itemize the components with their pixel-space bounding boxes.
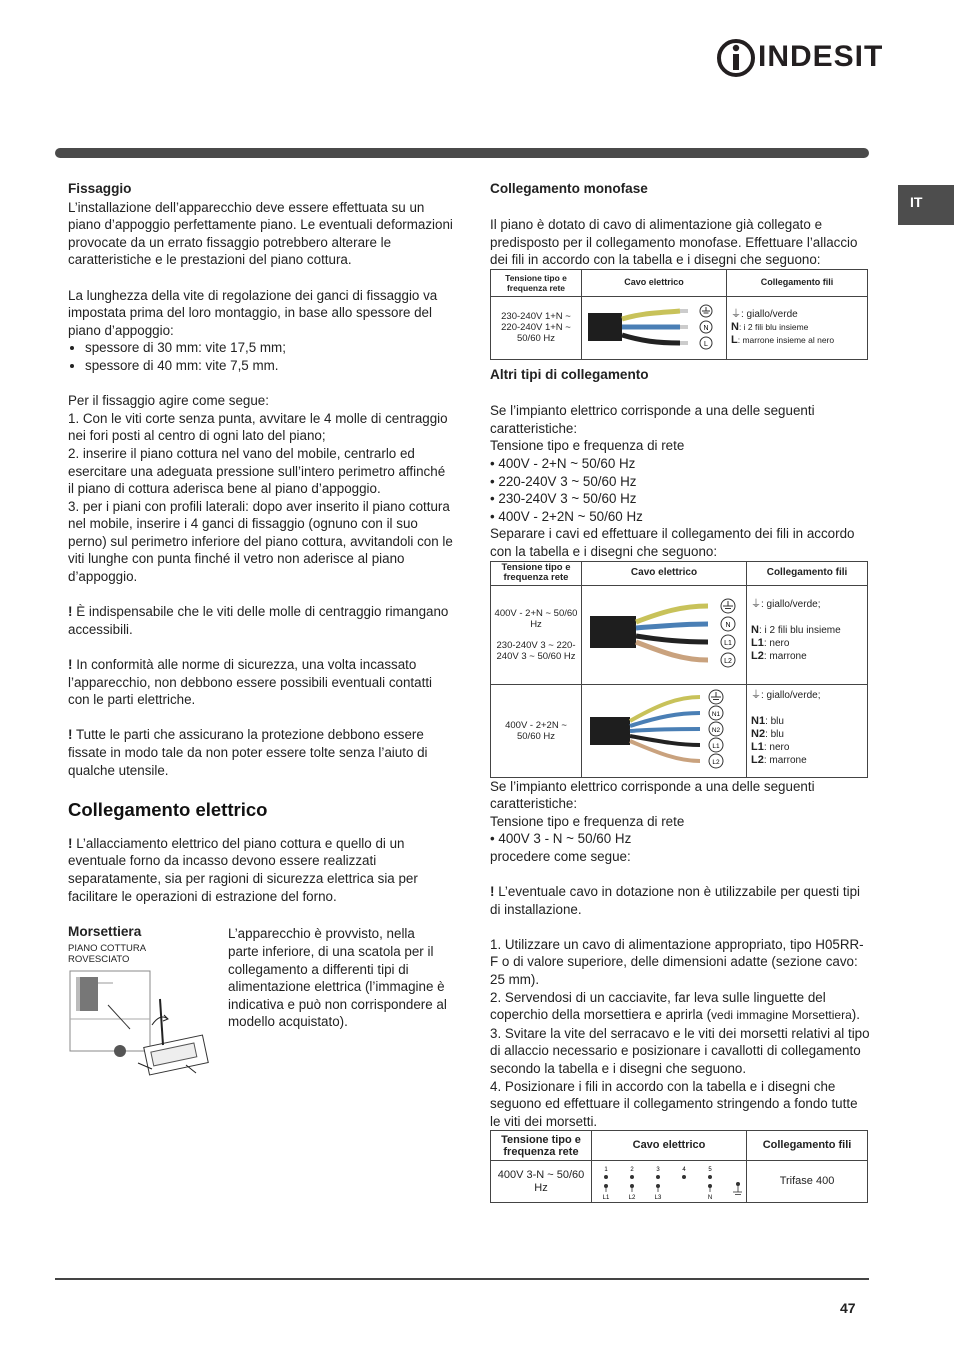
svg-text:N: N bbox=[725, 621, 731, 629]
trifase-paragraph-2: Tensione tipo e frequenza di rete bbox=[490, 813, 685, 829]
svg-text:N: N bbox=[703, 324, 709, 332]
svg-text:L: L bbox=[704, 340, 708, 348]
trifase-warning: ! L’eventuale cavo in dotazione non è utilizzabile per questi tipi di installazione. bbox=[490, 884, 860, 917]
legend-row: N1: blu bbox=[751, 714, 784, 727]
ground-icon: ⏚ bbox=[751, 689, 761, 701]
indesit-logo bbox=[716, 36, 884, 80]
tensione-cell: 230-240V 1+N ~ 220-240V 1+N ~ 50/60 Hz bbox=[491, 296, 582, 359]
list-item: • spessore di 30 mm: vite 17,5 mm; bbox=[85, 339, 453, 357]
trifase-step-2: 2. Servendosi di un cacciavite, far leva sulle linguette del coperchio della morsettiera e aprirla (vedi immagine Morsettiera). bbox=[490, 989, 860, 1023]
warning-3: ! Tutte le parti che assicurano la protezione debbono essere fissate in modo tale da non poter essere tolte senza l’aiuto di qualche utensile. bbox=[68, 727, 428, 778]
legend-row: L1: nero bbox=[751, 636, 790, 649]
warning-2: ! In conformità alle norme di sicurezza, una volta incassato l’apparecchio, non debbono essere possibili eventuali contatti con le parti elettriche. bbox=[68, 657, 433, 708]
svg-text:L1: L1 bbox=[602, 1194, 610, 1201]
step-1: 1. Con le viti corte senza punta, avvitare le 4 molle di centraggio nei fori posti al centro di ogni lato del piano; bbox=[68, 410, 448, 444]
altri-paragraph-2: Tensione tipo e frequenza di rete bbox=[490, 438, 685, 454]
svg-text:1: 1 bbox=[604, 1166, 608, 1173]
legend-row: N2: blu bbox=[751, 727, 784, 740]
trifase-paragraph-1: Se l’impianto elettrico corrisponde a una delle seguenti caratteristiche: bbox=[490, 778, 815, 812]
legend-row: N: i 2 fili blu insieme bbox=[751, 623, 841, 636]
monofase-table bbox=[490, 269, 868, 360]
warning-1: ! È indispensabile che le viti delle molle di centraggio rimangano accessibili. bbox=[68, 604, 449, 637]
tensione-cell: 400V - 2+2N ~ 50/60 Hz bbox=[491, 684, 582, 777]
fissaggio-paragraph-1: L’installazione dell’apparecchio deve essere effettuata su un piano d’appoggio perfettamente piano. Le eventuali deformazioni provocate da un errato fissaggio potrebbero alterare le caratteristiche e le prestazioni del piano cottura. bbox=[68, 199, 453, 268]
svg-text:N2: N2 bbox=[711, 726, 721, 734]
table-header: Tensione tipo e frequenza rete bbox=[491, 561, 582, 585]
collegamento-paragraph: ! L’allacciamento elettrico del piano cottura e quello di un eventuale forno da incasso devono essere realizzati separatamente, sia per ragioni di sicurezza elettrica sia per facilitare le operazioni di estrazione del forno. bbox=[68, 835, 418, 904]
monofase-paragraph: Il piano è dotato di cavo di alimentazione già collegato e predisposto per il collegamento monofase. Effettuare l’allaccio dei fili in accordo con la tabella e i disegni che seguono: bbox=[490, 217, 858, 268]
cable-diagram-monofase bbox=[582, 297, 722, 359]
terminal-cell bbox=[592, 1161, 747, 1203]
trifase-step-4: 4. Posizionare i fili in accordo con la tabella e i disegni che seguono ed effettuare il collegamento stringendo a fondo tutte le viti dei morsetti. bbox=[490, 1078, 858, 1129]
altri-table bbox=[490, 561, 868, 778]
legend-cell bbox=[727, 296, 868, 359]
table-header: Tensione tipo e frequenza rete bbox=[491, 269, 582, 296]
morsettiera-paragraph: L’apparecchio è provvisto, nella parte inferiore, di una scatola per il collegamento a differenti tipi di alimentazione elettrica (l’immagine è indicativa e può non corrispondere al modello acquistato). bbox=[228, 926, 447, 1030]
cable-cell bbox=[582, 585, 747, 684]
legend-row: ⏚: giallo/verde bbox=[731, 309, 798, 321]
svg-text:3: 3 bbox=[656, 1166, 660, 1173]
tensione-cell: 400V 3-N ~ 50/60 Hz bbox=[491, 1161, 592, 1203]
legend-row: ⏚: giallo/verde; bbox=[751, 689, 821, 701]
right-column bbox=[490, 180, 870, 1203]
svg-text:L1: L1 bbox=[712, 742, 720, 750]
legend-row: L2: marrone bbox=[751, 753, 807, 766]
indesit-logo-icon bbox=[716, 36, 756, 80]
list-item: • 400V - 2+N ~ 50/60 Hz bbox=[490, 455, 636, 471]
legend-row: L: marrone insieme al nero bbox=[731, 334, 835, 347]
svg-text:L3: L3 bbox=[654, 1194, 662, 1201]
header-rule bbox=[55, 148, 869, 158]
altri-paragraph: Se l’impianto elettrico corrisponde a una delle seguenti caratteristiche: bbox=[490, 403, 815, 436]
left-column bbox=[68, 180, 453, 1081]
morsettiera-illustration bbox=[68, 969, 218, 1079]
collegamento-cell: Trifase 400 bbox=[747, 1161, 868, 1203]
page-number: 47 bbox=[840, 1300, 856, 1316]
table-header: Cavo elettrico bbox=[582, 269, 727, 296]
footer-rule bbox=[55, 1278, 869, 1280]
svg-text:L2: L2 bbox=[628, 1194, 636, 1201]
svg-text:5: 5 bbox=[708, 1166, 712, 1173]
table-header: Cavo elettrico bbox=[592, 1131, 747, 1161]
list-item: • spessore di 40 mm: vite 7,5 mm. bbox=[85, 357, 453, 375]
bullet-list bbox=[68, 339, 453, 374]
legend-cell bbox=[747, 684, 868, 777]
cable-diagram-4wire bbox=[582, 586, 742, 684]
collegamento-heading: Collegamento elettrico bbox=[68, 799, 268, 821]
language-tab: IT bbox=[898, 185, 954, 225]
ground-icon: ⏚ bbox=[731, 309, 741, 321]
fissaggio-heading: Fissaggio bbox=[68, 181, 132, 196]
legend-cell bbox=[747, 585, 868, 684]
svg-text:4: 4 bbox=[682, 1166, 686, 1173]
table-header: Cavo elettrico bbox=[582, 561, 747, 585]
svg-text:L1: L1 bbox=[724, 639, 732, 647]
legend-row: ⏚: giallo/verde; bbox=[751, 598, 821, 610]
cable-diagram-5wire bbox=[582, 685, 742, 777]
table-header: Collegamento fili bbox=[727, 269, 868, 296]
svg-text:N1: N1 bbox=[711, 710, 721, 718]
table-header: Collegamento fili bbox=[747, 561, 868, 585]
list-item: • 230-240V 3 ~ 50/60 Hz bbox=[490, 491, 637, 507]
trifase-table bbox=[490, 1130, 868, 1203]
fissaggio-paragraph-3: Per il fissaggio agire come segue: bbox=[68, 393, 269, 409]
list-item: • 400V - 2+2N ~ 50/60 Hz bbox=[490, 508, 643, 524]
altri-paragraph-3: Separare i cavi ed effettuare il collegamento dei fili in accordo con la tabella e i disegni che seguono: bbox=[490, 526, 855, 559]
brand-name: INDESIT bbox=[758, 40, 884, 73]
monofase-heading: Collegamento monofase bbox=[490, 181, 648, 196]
altri-heading: Altri tipi di collegamento bbox=[490, 366, 649, 382]
trifase-step-1: 1. Utilizzare un cavo di alimentazione appropriato, tipo H05RR-F o di valore superiore, delle dimensioni adatte (sezione cavo: 25 mm). bbox=[490, 936, 864, 988]
trifase-paragraph-4: procedere come segue: bbox=[490, 848, 631, 864]
legend-row: N: i 2 fili blu insieme bbox=[731, 321, 809, 334]
cable-cell bbox=[582, 684, 747, 777]
morsettiera-heading: Morsettiera bbox=[68, 923, 142, 939]
tensione-cell: 400V - 2+N ~ 50/60 Hz 230-240V 3 ~ 220-240V 3 ~ 50/60 Hz bbox=[491, 585, 582, 684]
svg-text:N: N bbox=[707, 1194, 713, 1201]
legend-row: L1: nero bbox=[751, 740, 790, 753]
trifase-step-3: 3. Svitare la vite del serracavo e le viti dei morsetti relativi al tipo di allaccio necessario e posizionare i cavallotti di collegamento secondo la tabella e i disegni che seguono. bbox=[490, 1025, 870, 1076]
step-3: 3. per i piani con profili laterali: dopo aver inserito il piano cottura nel mobile, inserire i 4 ganci di fissaggio (ognuno con il suo perno) sul perimetro inferiore del piano cottura, avvitandoli con le viti lunghe con punta finché il vetro non aderisce al piano d’appoggio. bbox=[68, 498, 453, 585]
legend-row: L2: marrone bbox=[751, 649, 807, 662]
table-header: Collegamento fili bbox=[747, 1131, 868, 1161]
svg-text:2: 2 bbox=[630, 1166, 634, 1173]
cable-cell bbox=[582, 296, 727, 359]
step-2: 2. inserire il piano cottura nel vano del mobile, centrarlo ed esercitare una adeguata pressione sull’intero perimetro affinché il piano di cottura aderisca bene al piano d’appoggio. bbox=[68, 445, 446, 497]
svg-text:L2: L2 bbox=[712, 758, 720, 766]
table-header: Tensione tipo e frequenza rete bbox=[491, 1131, 592, 1161]
list-item: • 220-240V 3 ~ 50/60 Hz bbox=[490, 473, 637, 489]
terminal-block-diagram bbox=[592, 1162, 742, 1202]
svg-text:L2: L2 bbox=[724, 657, 732, 665]
ground-icon: ⏚ bbox=[751, 598, 761, 610]
morsettiera-caption: PIANO COTTURA ROVESCIATO bbox=[68, 943, 146, 966]
trifase-paragraph-3: • 400V 3 - N ~ 50/60 Hz bbox=[490, 831, 632, 847]
fissaggio-paragraph-2: La lunghezza della vite di regolazione dei ganci di fissaggio va impostata prima del loro montaggio, in base allo spessore del piano d’appoggio: bbox=[68, 287, 438, 338]
